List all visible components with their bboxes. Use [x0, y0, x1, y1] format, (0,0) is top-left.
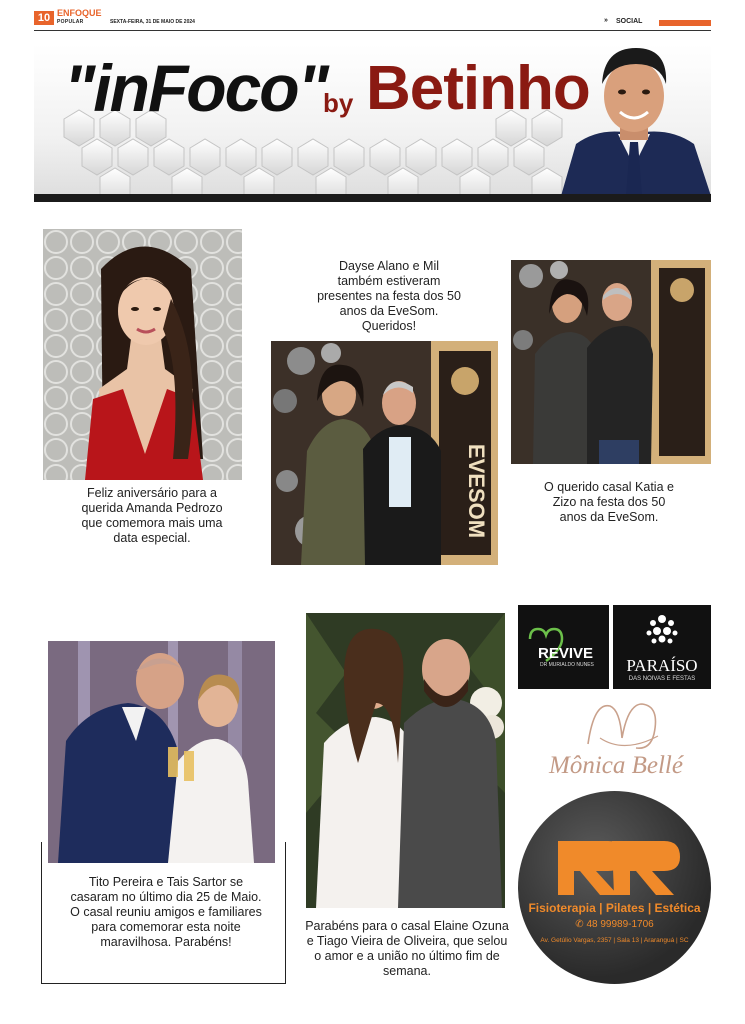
sponsor-paraiso	[613, 605, 711, 689]
rr-logo-icon	[518, 791, 711, 984]
publication-name: ENFOQUE	[57, 8, 102, 18]
header-divider	[34, 30, 711, 31]
sponsor-revive	[518, 605, 609, 689]
paraiso-sub: DAS NOIVAS E FESTAS	[628, 676, 696, 682]
rr-phone-row	[518, 919, 711, 930]
caption-katia-zizo: O querido casal Katia e Zizo na festa dos 50 anos da EveSom.	[544, 480, 674, 524]
photo-tito-tais	[48, 641, 275, 863]
monica-name: Mônica Bellé	[549, 752, 683, 779]
caption-amanda: Feliz aniversário para a querida Amanda Pedrozo que comemora mais uma data especial.	[81, 486, 223, 545]
caption-elaine-tiago: Parabéns para o casal Elaine Ozuna e Tiago Vieira de Oliveira, que selou o amor e a união no último fim de semana.	[305, 919, 509, 978]
photo-katia-zizo	[511, 260, 711, 464]
rr-address: Av. Getúlio Vargas, 2357 | Sala 13 | Araranguá | SC	[540, 937, 689, 944]
caption-dayse: Dayse Alano e Mil também estiveram presentes na festa dos 50 anos da EveSom. Queridos!	[317, 259, 461, 333]
page-number: 10	[34, 11, 54, 25]
publication-subtitle: POPULAR	[57, 19, 84, 25]
evesom-sign-text: EVESOM	[464, 443, 489, 539]
issue-date: SEXTA-FEIRA, 31 DE MAIO DE 2024	[110, 19, 195, 25]
rr-services: Fisioterapia | Pilates | Estética	[528, 901, 701, 915]
revive-name: REVIVE	[538, 645, 594, 662]
columnist-name: Betinho	[366, 54, 590, 123]
columnist-photo	[556, 34, 711, 196]
revive-sub: DR MURIALDO NUNES	[540, 662, 594, 668]
rr-phone: 48 99989-1706	[586, 919, 654, 930]
section-arrow-icon: »	[604, 17, 608, 24]
photo-dayse-mil	[271, 341, 498, 565]
photo-amanda	[43, 229, 242, 480]
whatsapp-icon: ✆	[575, 919, 587, 930]
section-label: SOCIAL	[616, 18, 643, 25]
sponsor-rr	[518, 791, 711, 984]
section-accent-bar	[659, 20, 711, 26]
photo-elaine-tiago	[306, 613, 505, 908]
caption-tito-tais: Tito Pereira e Tais Sartor se casaram no último dia 25 de Maio. O casal reuniu amigos e familiares para comemorar esta noite maravilhosa. Parabéns!	[70, 875, 262, 949]
monica-logo-mark	[580, 694, 668, 756]
paraiso-name: PARAÍSO	[626, 656, 698, 675]
banner-bottom-bar	[34, 194, 711, 202]
column-by: by	[323, 88, 354, 118]
column-title: "inFoco"	[64, 51, 327, 125]
